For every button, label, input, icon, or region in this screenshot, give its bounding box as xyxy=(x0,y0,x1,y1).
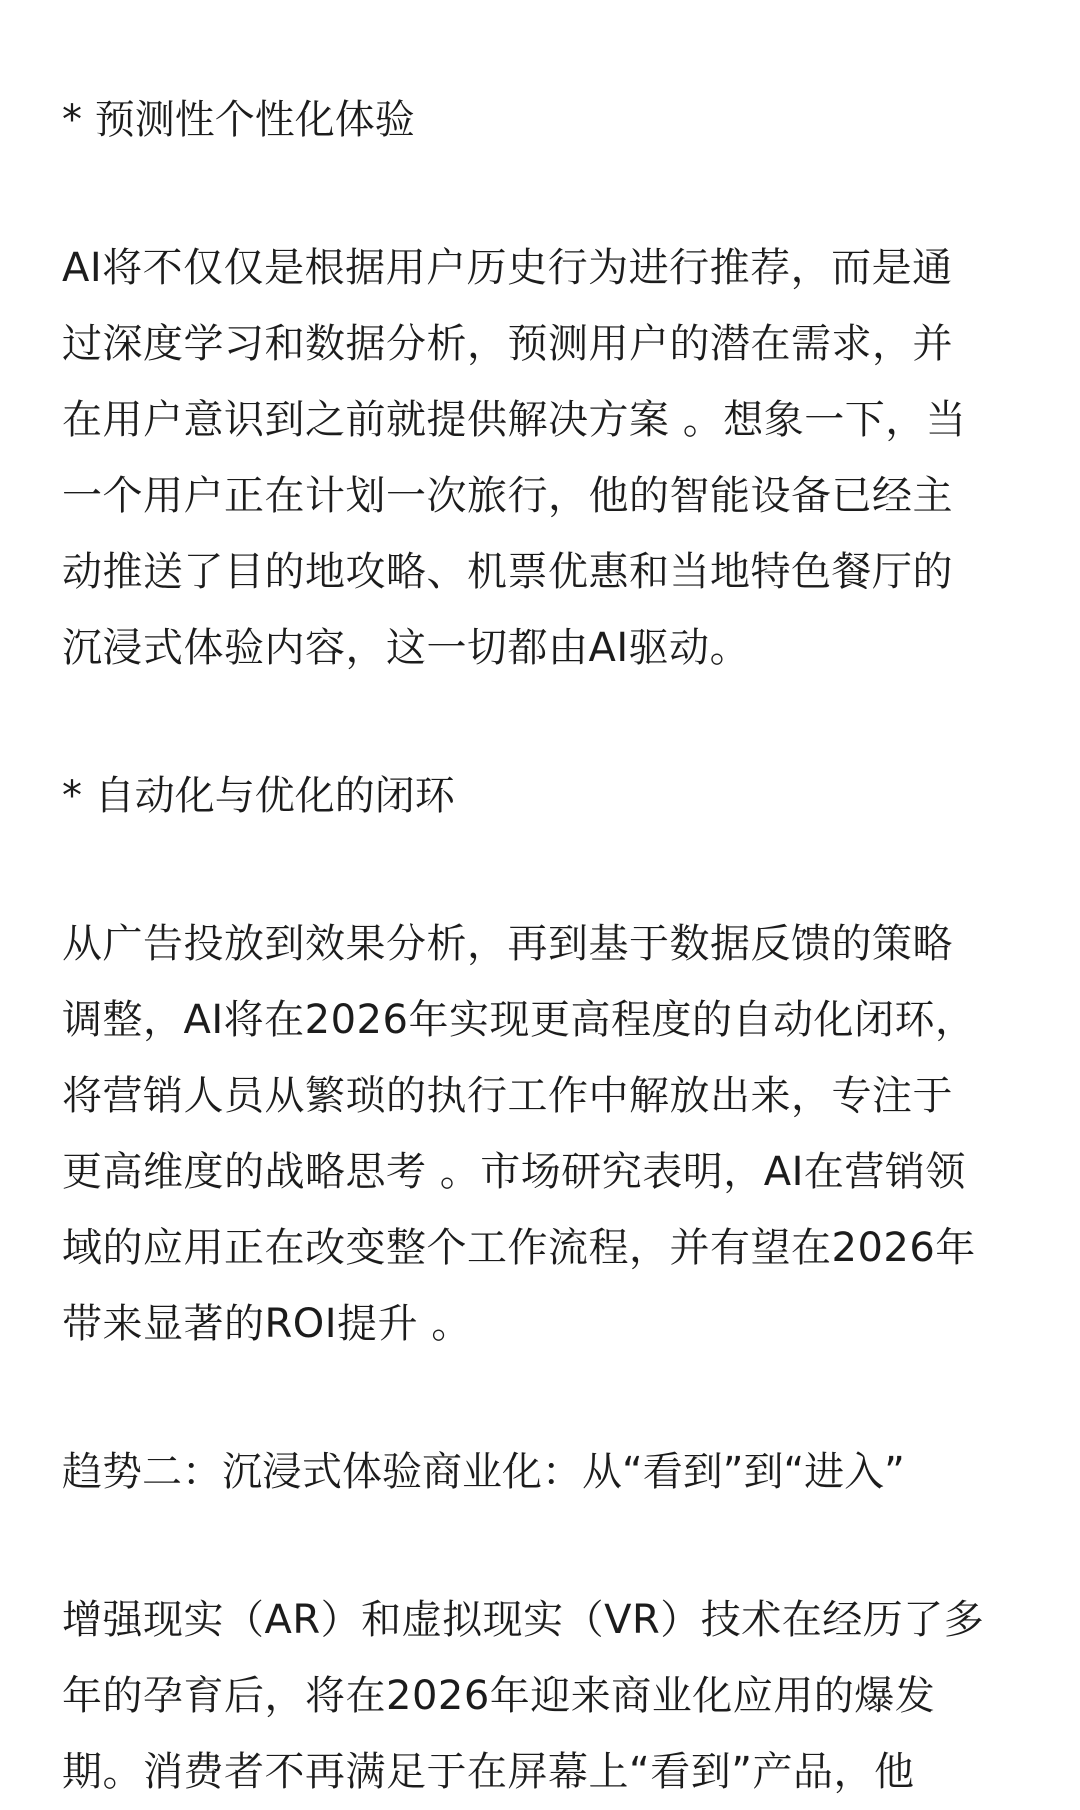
paragraph-line: 从广告投放到效果分析，再到基于数据反馈的策略 xyxy=(62,921,953,967)
paragraph-line: 增强现实（AR）和虚拟现实（VR）技术在经历了多 xyxy=(62,1597,985,1643)
spacer xyxy=(62,686,1022,758)
spacer xyxy=(62,1362,1022,1434)
paragraph-line: 动推送了目的地攻略、机票优惠和当地特色餐厅的 xyxy=(62,549,953,595)
section-heading-predictive-personalization: * 预测性个性化体验 xyxy=(62,97,415,143)
paragraph-line: 一个用户正在计划一次旅行，他的智能设备已经主 xyxy=(62,473,953,519)
paragraph-line: 年的孕育后，将在2026年迎来商业化应用的爆发 xyxy=(62,1673,936,1719)
paragraph-predictive-personalization xyxy=(62,230,1022,686)
trend-two-heading: 趋势二：沉浸式体验商业化：从“看到”到“进入” xyxy=(62,1449,905,1495)
paragraph-line: AI将不仅仅是根据用户历史行为进行推荐，而是通 xyxy=(62,245,953,291)
paragraph-line: 期。消费者不再满足于在屏幕上“看到”产品，他 xyxy=(62,1749,915,1795)
paragraph-line: 过深度学习和数据分析，预测用户的潜在需求，并 xyxy=(62,321,953,367)
paragraph-line: 带来显著的ROI提升 。 xyxy=(62,1301,472,1347)
article-body xyxy=(62,82,1022,1810)
paragraph-line: 域的应用正在改变整个工作流程，并有望在2026年 xyxy=(62,1225,976,1271)
paragraph-immersive-commercialization xyxy=(62,1582,1022,1810)
paragraph-line: 将营销人员从繁琐的执行工作中解放出来，专注于 xyxy=(62,1073,953,1119)
spacer xyxy=(62,158,1022,230)
paragraph-line: 调整，AI将在2026年实现更高程度的自动化闭环， xyxy=(62,997,976,1043)
spacer xyxy=(62,1510,1022,1582)
paragraph-automation-loop xyxy=(62,906,1022,1362)
section-heading-automation-loop: * 自动化与优化的闭环 xyxy=(62,773,455,819)
paragraph-line: 在用户意识到之前就提供解决方案 。想象一下，当 xyxy=(62,397,967,443)
paragraph-line: 沉浸式体验内容，这一切都由AI驱动。 xyxy=(62,625,751,671)
paragraph-line: 更高维度的战略思考 。市场研究表明，AI在营销领 xyxy=(62,1149,966,1195)
spacer xyxy=(62,834,1022,906)
